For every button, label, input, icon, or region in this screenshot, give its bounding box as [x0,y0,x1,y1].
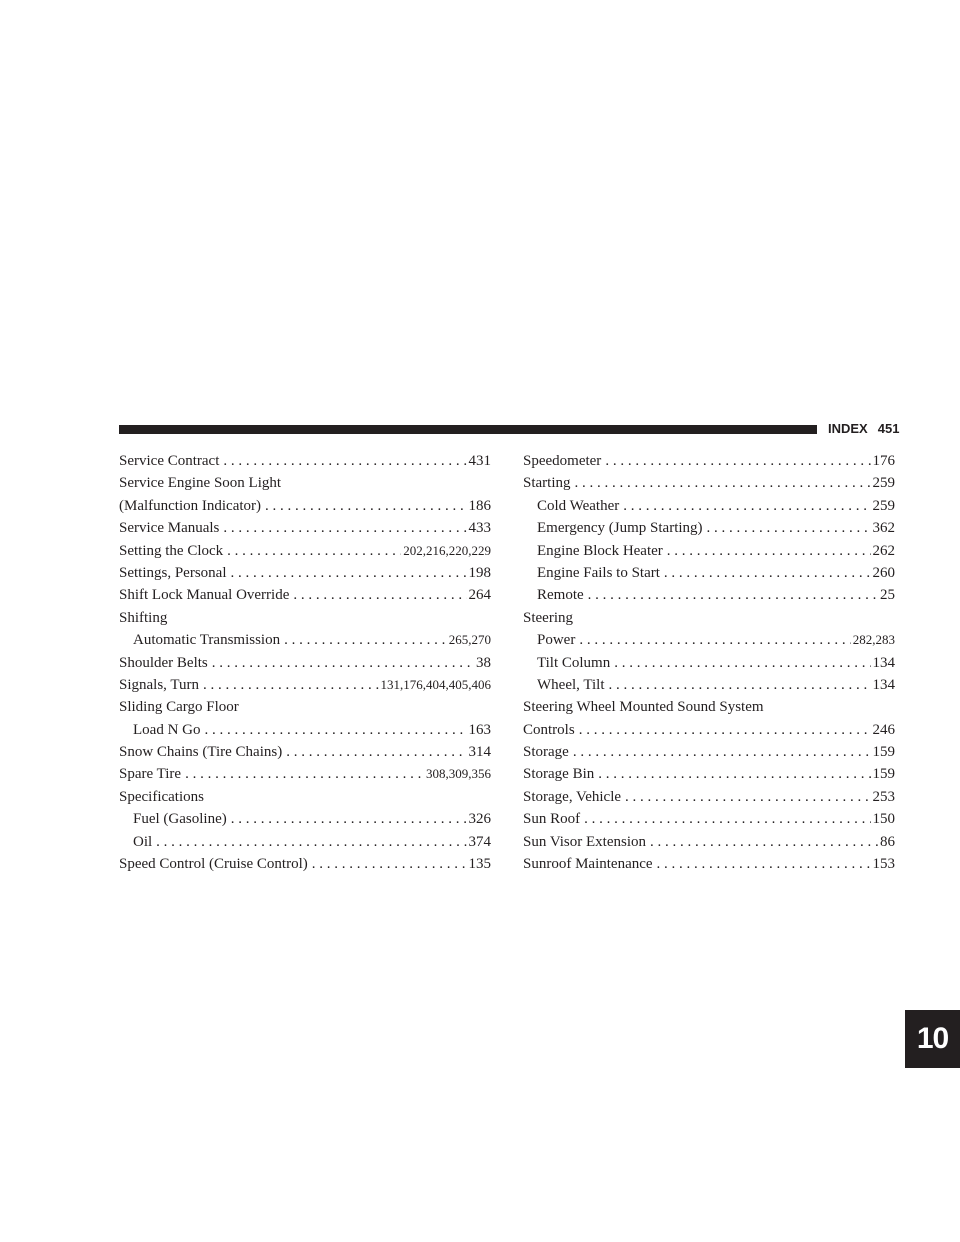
index-page-ref: 159 [872,744,895,761]
index-entry [523,540,895,562]
running-header [828,421,899,437]
index-entry [523,853,895,875]
index-term: Service Contract [119,453,220,469]
index-entry [523,495,895,517]
index-page-ref: 374 [468,833,491,850]
dot-leader [284,629,447,651]
index-page-ref: 308,309,356 [426,766,491,782]
index-term: Controls [523,721,575,738]
dot-leader [667,540,871,562]
index-entry [523,517,895,539]
index-term: Steering [523,609,573,626]
index-entry [119,719,491,741]
index-term: Speed Control (Cruise Control) [119,856,308,873]
dot-leader [707,517,871,539]
dot-leader [588,584,878,606]
index-term: Power [537,632,576,649]
index-term: Setting the Clock [119,542,224,559]
index-entry [119,786,491,808]
index-term: Sunroof Maintenance [523,856,653,873]
index-term: Sun Roof [523,811,581,828]
dot-leader [573,741,871,763]
index-term: Oil [133,833,153,850]
index-term: Settings, Personal [119,564,227,581]
dot-leader [212,652,474,674]
index-entry [119,450,491,472]
index-page-ref: 163 [468,721,491,738]
index-page-ref: 159 [872,766,895,783]
chapter-number: 10 [916,1022,949,1055]
index-term: Snow Chains (Tire Chains) [119,744,283,761]
index-term: Remote [537,587,584,604]
index-entry [119,741,491,763]
dot-leader [598,763,870,785]
index-term: Spare Tire [119,766,182,783]
dot-leader [609,674,871,696]
index-page-ref: 202,216,220,229 [403,542,491,558]
index-page-ref: 259 [872,497,895,514]
index-entry [119,808,491,830]
index-column-left [119,450,491,875]
dot-leader [265,495,466,517]
index-entry [523,562,895,584]
index-page-ref: 131,176,404,405,406 [380,676,491,692]
index-term: Fuel (Gasoline) [133,811,227,828]
dot-leader [579,629,850,651]
dot-leader [185,763,424,785]
index-term: Speedometer [523,453,602,469]
section-title: INDEX [828,421,868,436]
dot-leader [205,719,467,741]
index-entry [119,696,491,718]
dot-leader [623,495,870,517]
dot-leader [231,808,467,830]
index-page-ref: 326 [468,811,491,828]
dot-leader [223,517,466,539]
index-entry [119,607,491,629]
dot-leader [223,450,466,472]
index-page-ref: 153 [872,856,895,873]
index-page-ref: 176 [872,453,895,469]
index-page-ref: 38 [476,654,491,671]
chapter-tab [905,1010,960,1068]
index-entry [119,562,491,584]
index-entry [119,472,491,494]
index-term: Sun Visor Extension [523,833,646,850]
index-term: Shift Lock Manual Override [119,587,290,604]
index-entry [119,674,491,696]
index-term: Load N Go [133,721,201,738]
dot-leader [579,719,871,741]
index-entry [523,719,895,741]
index-page-ref: 265,270 [448,632,491,648]
index-entry [119,517,491,539]
index-page-ref: 134 [872,654,895,671]
index-entry [523,808,895,830]
dot-leader [293,584,466,606]
index-entry [523,786,895,808]
index-term: Starting [523,475,571,492]
index-entry [523,741,895,763]
index-entry [119,540,491,562]
index-term: Automatic Transmission [133,632,281,649]
index-entry [119,831,491,853]
index-entry [523,763,895,785]
index-page-ref: 433 [468,520,491,537]
index-term: Emergency (Jump Starting) [537,520,703,537]
index-entry [523,674,895,696]
index-page-ref: 150 [872,811,895,828]
dot-leader [227,540,401,562]
index-page-ref: 259 [872,475,895,492]
index-term: Storage [523,744,569,761]
index-page-ref: 362 [872,520,895,537]
index-term: Storage, Vehicle [523,788,622,805]
index-page-ref: 246 [872,721,895,738]
header-rule [119,425,817,434]
index-term: Tilt Column [537,654,611,671]
dot-leader [231,562,467,584]
index-page-ref: 282,283 [852,632,895,648]
page-number: 451 [877,421,900,436]
index-page-ref: 260 [872,564,895,581]
index-page-ref: 25 [880,587,895,604]
index-entry [119,495,491,517]
index-entry [523,450,895,472]
index-term: Service Engine Soon Light [119,475,282,492]
index-entry [523,607,895,629]
index-page-ref: 186 [468,497,491,514]
dot-leader [605,450,870,472]
index-entry [523,831,895,853]
index-page-ref: 198 [468,564,491,581]
index-entry [119,584,491,606]
dot-leader [312,853,467,875]
dot-leader [286,741,466,763]
index-entry [119,763,491,785]
index-entry [119,629,491,651]
index-page-ref: 134 [872,676,895,693]
index-term: Shifting [119,609,168,626]
index-entry [119,652,491,674]
index-term: (Malfunction Indicator) [119,497,262,514]
index-term: Cold Weather [537,497,620,514]
index-term: Steering Wheel Mounted Sound System [523,699,764,716]
dot-leader [584,808,870,830]
index-term: Shoulder Belts [119,654,208,671]
index-entry [523,472,895,494]
dot-leader [657,853,871,875]
index-page-ref: 86 [880,833,895,850]
index-entry [523,652,895,674]
dot-leader [575,472,871,494]
index-page-ref: 431 [468,453,491,469]
index-term: Wheel, Tilt [537,676,605,693]
index-term: Engine Block Heater [537,542,663,559]
index-term: Signals, Turn [119,676,200,693]
index-page-ref: 264 [468,587,491,604]
index-term: Sliding Cargo Floor [119,699,239,716]
index-term: Engine Fails to Start [537,564,660,581]
index-page-ref: 135 [468,856,491,873]
index-page-ref: 253 [872,788,895,805]
dot-leader [203,674,378,696]
index-term: Service Manuals [119,520,220,537]
index-term: Storage Bin [523,766,595,783]
index-entry [523,629,895,651]
dot-leader [625,786,870,808]
index-page-ref: 262 [872,542,895,559]
index-page-ref: 314 [468,744,491,761]
dot-leader [156,831,466,853]
index-entry [523,584,895,606]
index-entry [119,853,491,875]
dot-leader [614,652,870,674]
index-entry [523,696,895,718]
index-column-right [523,450,895,875]
index-term: Specifications [119,788,204,805]
dot-leader [650,831,878,853]
dot-leader [664,562,871,584]
